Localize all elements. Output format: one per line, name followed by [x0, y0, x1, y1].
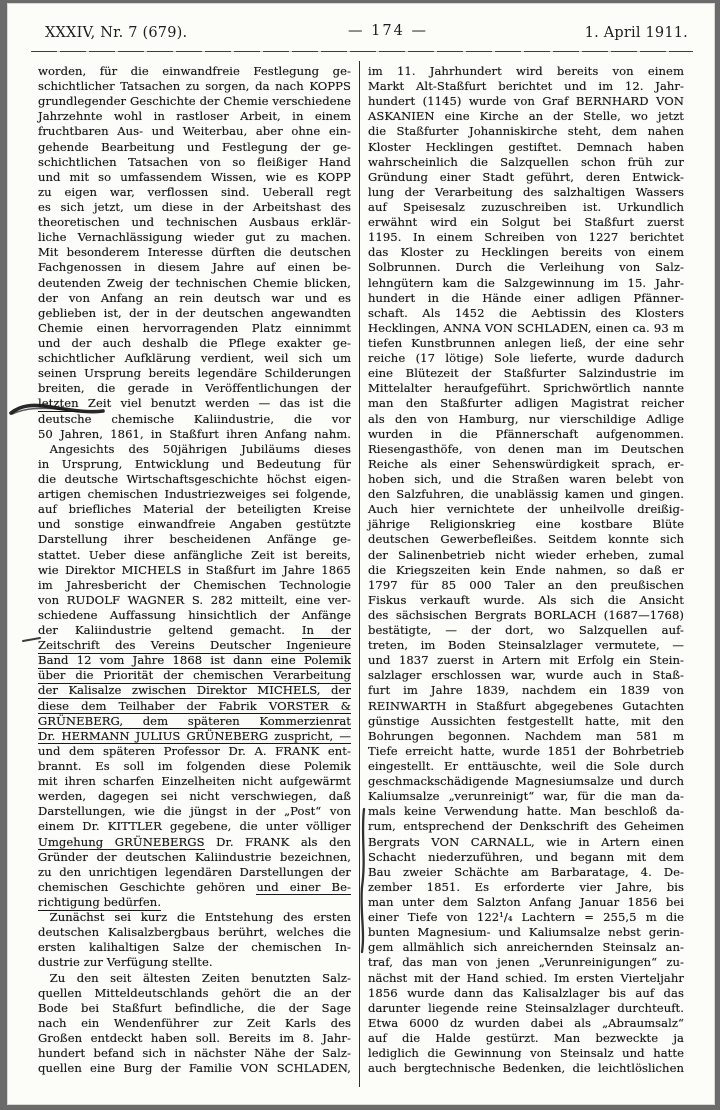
text-line: zu eigen war, verflossen sind. Ueberall regt — [38, 184, 351, 199]
text-line: Kaliumsalze „verunreinigt“ war, für die man da- — [368, 789, 684, 804]
text-line: günstige Aussichten festgestellt hatte, mit den — [368, 713, 684, 728]
text-line: die deutsche Wirtschaftsgeschichte höchst eigen- — [38, 471, 351, 486]
text-line: deutenden Zweig der technischen Chemie blicken, — [38, 275, 351, 290]
text-line: schichtlicher Aufklärung verdient, weil sich um — [38, 351, 351, 366]
text-line: hundert in die Hände einer adligen Pfänner- — [368, 290, 684, 305]
text-line: stattet. Ueber diese anfängliche Zeit ist bereits, — [38, 547, 351, 562]
text-line: Kloster Hecklingen gestiftet. Demnach haben — [368, 139, 684, 154]
header-date: 1. April 1911. — [584, 25, 688, 41]
text-line: deutsche chemische Kaliindustrie, die vor — [38, 411, 351, 426]
text-line: Fachgenossen in diesem Jahre auf einen be- — [38, 260, 351, 275]
text-line: ersten kalihaltigen Salze der chemischen In- — [38, 940, 351, 955]
text-line — [38, 653, 351, 668]
text-line: bestätigte, — der dort, wo Salzquellen auf- — [368, 623, 684, 638]
column-divider-rule — [359, 61, 360, 1087]
text-line — [38, 683, 351, 698]
text-line: hundert befand sich in nächster Nähe der Salz- — [38, 1046, 351, 1061]
pen-underline: diese dem Teilhaber der Fabrik VORSTER & — [38, 698, 351, 713]
text-line: dustrie zur Verfügung stellte. — [38, 955, 213, 970]
text-line: Etwa 6000 dz wurden dabei als „Abraumsalz“ — [368, 1015, 684, 1030]
text-line: nach ein Wendenführer zur Zeit Karls des — [38, 1015, 351, 1030]
text-line: Solbrunnen. Durch die Verleihung von Salz- — [368, 260, 684, 275]
pen-underline: GRÜNEBERG, dem späteren Kommerzienrat — [38, 713, 351, 728]
text-line: Tiefe erreicht hatte, wurde 1851 der Bohrbetrieb — [368, 743, 684, 758]
text-line: schichtlichen Tatsachen von so fleißiger Hand — [38, 154, 351, 169]
text-line: Markt Alt-Staßfurt berichtet und im 12. Jahr- — [368, 79, 684, 94]
text-line: lung der Verarbeitung des salzhaltigen Wassers — [368, 184, 684, 199]
text-line: Gründung einer Stadt geführt, deren Entwick- — [368, 169, 684, 184]
text-line — [38, 699, 351, 714]
text-line: seinen Ursprung bereits legendäre Schilderungen — [38, 366, 351, 381]
text-line: quellen Mitteldeutschlands gehört die an der — [38, 985, 351, 1000]
pen-underline: Zeitschrift des Vereins Deutscher Ingenieure — [38, 638, 351, 653]
pen-underline: richtigung bedürfen. — [38, 895, 162, 910]
text-line: und mit so umfassendem Wissen, wie es KOPP — [38, 169, 351, 184]
text-line: Riesengasthöfe, von denen man im Deutschen — [368, 441, 684, 456]
text-line: schiedene Auffassung hinsichtlich der Anfänge — [38, 607, 351, 622]
pen-underline: letzten — [38, 396, 79, 411]
text-line: wie Direktor MICHELS in Staßfurt im Jahre 1865 — [38, 562, 351, 577]
text-line: letzten Zeit viel benutzt werden — das ist die — [38, 396, 351, 411]
text-line: hundert (1145) wurde von Graf BERNHARD VON — [368, 94, 684, 109]
text-line: bunten Magnesium- und Kaliumsalze nebst gerin- — [368, 925, 684, 940]
text-line: Hecklingen, ANNA VON SCHLADEN, einen ca. 93 m — [368, 320, 684, 335]
text-line: schichtlicher Tatsachen zu sorgen, da nach KOPPS — [38, 79, 351, 94]
text-line: artigen chemischen Industriezweiges sei folgende, — [38, 487, 351, 502]
text-line: geschmackschädigende Magnesiumsalze und durch — [368, 774, 684, 789]
text-line: die Kriegszeiten kein Ende nahmen, so daß er — [368, 562, 684, 577]
text-line: erwähnt wird ein Solgut bei Staßfurt zuerst — [368, 215, 684, 230]
text-line: Umgehung GRÜNEBERGS Dr. FRANK als den — [38, 834, 351, 849]
text-line — [38, 714, 351, 729]
page-header — [38, 25, 688, 45]
text-line: in Ursprung, Entwicklung und Bedeutung für — [38, 456, 351, 471]
page-surface — [7, 3, 715, 1105]
text-line: den Salzfuhren, die unablässig kamen und gingen. — [368, 487, 684, 502]
text-column-right — [368, 64, 684, 1076]
text-line: zu den unrichtigen legendären Darstellungen der — [38, 864, 351, 879]
text-line: lehngütern kam die Salzgewinnung im 15. Jahr- — [368, 275, 684, 290]
text-line: Zu den seit ältesten Zeiten benutzten Salz- — [38, 970, 351, 985]
text-line: deutschen Kalisalzbergbaus berührt, welches die — [38, 925, 351, 940]
text-line: brannt. Es soll im folgenden diese Polemik — [38, 759, 351, 774]
text-line: lediglich die Gewinnung von Steinsalz und hatte — [368, 1046, 684, 1061]
text-line — [38, 638, 351, 653]
text-line: Großen entdeckt haben soll. Bereits im 8. Jahr- — [38, 1031, 351, 1045]
text-line: Angesichts des 50jährigen Jubiläums dieses — [38, 441, 351, 456]
text-line: theoretischen und technischen Ausbaus erklär- — [38, 215, 351, 230]
text-line: mit ihren scharfen Einzelheiten nicht aufgewärmt — [38, 774, 351, 789]
text-line: 1797 für 85 000 Taler an den preußischen — [368, 577, 684, 592]
text-line: Jahrzehnte wohl in rastloser Arbeit, in einem — [38, 109, 351, 124]
text-line: darunter liegende reine Steinsalzlager durchteuft. — [368, 1000, 684, 1015]
text-line: man den Staßfurter adligen Magistrat reicher — [368, 396, 684, 411]
text-line: chemischen Geschichte gehören und einer Be- — [38, 879, 351, 894]
pen-underline: und einer Be- — [256, 879, 351, 894]
text-line: liche Vernachlässigung wieder gut zu machen. — [38, 230, 351, 245]
text-line: schaft. Als 1452 die Aebtissin des Klosters — [368, 305, 684, 320]
text-line: reiche (17 lötige) Sole lieferte, wurde dadurch — [368, 351, 684, 366]
text-line: furt im Jahre 1839, nachdem ein 1839 von — [368, 683, 684, 698]
text-line: Zunächst sei kurz die Entstehung des ersten — [38, 910, 351, 925]
text-line: des sächsischen Bergrats BORLACH (1687—1768) — [368, 607, 684, 622]
pen-underline: Band 12 vom Jahre 1868 ist dann eine Polemik — [38, 653, 351, 668]
text-line: und 1837 zuerst in Artern mit Erfolg ein Stein- — [368, 653, 684, 668]
text-line: man unter dem Salzton Anfang Januar 1856 bei — [368, 895, 684, 910]
text-line: einem Dr. KITTLER gegebene, die unter völliger — [38, 819, 351, 834]
text-line: auch bergtechnische Bedenken, die leichtlöslichen — [368, 1061, 684, 1076]
text-line: eine Blütezeit der Staßfurter Salzindustrie im — [368, 366, 684, 381]
text-line: Mit besonderem Interesse dürften die deutschen — [38, 245, 351, 260]
text-line: Bode bei Staßfurt befindliche, die der Sage — [38, 1000, 351, 1015]
pen-underline: Dr. HERMANN JULIUS GRÜNEBERG zuspricht, — — [38, 728, 351, 743]
text-line: worden, für die einwandfreie Festlegung ge- — [38, 64, 351, 78]
text-column-left — [38, 64, 351, 1076]
text-line: nächst mit der Hand schied. Im ersten Vierteljahr — [368, 970, 684, 985]
text-line: eingestellt. Er enttäuschte, weil die Sole durch — [368, 759, 684, 774]
text-line: einer Tiefe von 122¹/₄ Lachtern = 255,5 m die — [368, 910, 684, 925]
text-line: im 11. Jahrhundert wird bereits von einem — [368, 64, 684, 78]
text-line: Fiskus verkauft wurde. Als sich die Ansicht — [368, 592, 684, 607]
text-line: salzlager erschlossen war, wurde auch in Staß- — [368, 668, 684, 683]
text-line: es sich jetzt, um diese in der Arbeitshast des — [38, 199, 351, 214]
text-line: Bohrungen begonnen. Nachdem man 581 m — [368, 728, 684, 743]
text-line: Bergrats VON CARNALL, wie in Artern einen — [368, 834, 684, 849]
text-line: werden, dagegen sei nicht verschwiegen, daß — [38, 789, 351, 804]
text-line: Reiche als einer Sehenswürdigkeit sprach, er- — [368, 456, 684, 471]
text-line — [38, 729, 351, 744]
text-line: deutschen Gewerbefleißes. Seitdem konnte sich — [368, 532, 684, 547]
header-rule — [31, 51, 693, 53]
text-line: gehende Bearbeitung und Festlegung der ge- — [38, 139, 351, 154]
text-line: quellen eine Burg der Familie VON SCHLADEN, — [38, 1061, 351, 1076]
text-line: ASKANIEN eine Kirche an der Stelle, wo jetzt — [368, 109, 684, 124]
text-line: REINWARTH in Staßfurt abgegebenes Gutachten — [368, 698, 684, 713]
text-line: gem allmählich sich anreichernden Steinsalz an- — [368, 940, 684, 955]
text-line: das Kloster zu Hecklingen bereits von einem — [368, 245, 684, 260]
text-line: Gründer der deutschen Kaliindustrie bezeichnen, — [38, 849, 351, 864]
pen-underline: über die Priorität der chemischen Verarbeitung — [38, 668, 351, 683]
text-line: Darstellungen, wie die jüngst in der „Post“ von — [38, 804, 351, 819]
text-line: der Salinenbetrieb nicht wieder erheben, zumal — [368, 547, 684, 562]
text-line: als den von Hamburg, nur vierschildige Adlige — [368, 411, 684, 426]
text-line — [38, 895, 351, 910]
text-line: Schacht niederzuführen, und begann mit dem — [368, 849, 684, 864]
text-line: treten, im Boden Steinsalzlager vermutete, — — [368, 638, 684, 653]
text-line: im Jahresbericht der Chemischen Technologie — [38, 577, 351, 592]
text-line: hoben sich, und die Straßen waren belebt von — [368, 471, 684, 486]
text-line: auf Speisesalz zuzuschreiben ist. Urkundlich — [368, 199, 684, 214]
text-line: Chemie einen hervorragenden Platz einnimmt — [38, 320, 351, 335]
text-line: die Staßfurter Johanniskirche steht, dem nahen — [368, 124, 684, 139]
text-line: tiefen Kunstbrunnen anlegen ließ, der eine sehr — [368, 335, 684, 350]
text-line: und der auch deshalb die Pflege exakter ge- — [38, 335, 351, 350]
text-line: zember 1851. Es erforderte vier Jahre, bis — [368, 879, 684, 894]
text-line: und sonstige einwandfreie Angaben gestützte — [38, 517, 351, 532]
text-line: geblieben ist, der in der deutschen angewandten — [38, 305, 351, 320]
pen-underline: der Kalisalze zwischen Direktor MICHELS, der — [38, 683, 351, 698]
text-line: wahrscheinlich die Salzquellen schon früh zur — [368, 154, 684, 169]
text-line: der Kaliindustrie geltend gemacht. In der — [38, 623, 351, 638]
text-line: Bau zweier Schächte am Barbaratage, 4. De- — [368, 864, 684, 879]
header-issue-number: XXXIV, Nr. 7 (679). — [45, 25, 188, 41]
pen-underline: In der — [301, 623, 351, 638]
text-line: von RUDOLF WAGNER S. 282 mitteilt, eine ver- — [38, 592, 351, 607]
text-line: rum, entsprechend der Denkschrift des Geheimen — [368, 819, 684, 834]
text-line: wurden in die Pfännerschaft aufgenommen. — [368, 426, 684, 441]
text-line: und dem späteren Professor Dr. A. FRANK ent- — [38, 743, 351, 758]
text-line: mals keine Verwendung hatte. Man beschloß da- — [368, 804, 684, 819]
text-line: auf die Halde gestürzt. Man bezweckte ja — [368, 1031, 684, 1045]
text-line: 1856 wurde dann das Kalisalzlager bis auf das — [368, 985, 684, 1000]
text-line: Auch hier vernichtete der unheilvolle dreißig- — [368, 502, 684, 517]
text-line: 50 Jahren, 1861, in Staßfurt ihren Anfang nahm. — [38, 426, 351, 441]
text-line: jährige Religionskrieg eine kostbare Blüte — [368, 517, 684, 532]
text-line: Darstellung ihrer bescheidenen Anfänge ge- — [38, 532, 351, 547]
text-line: breiten, die gerade in Veröffentlichungen der — [38, 381, 351, 396]
text-line: fruchtbaren Aus- und Weiterbau, aber ohne ein- — [38, 124, 351, 139]
header-page-number: — 174 — — [348, 23, 428, 39]
text-line: Mittelalter heraufgeführt. Sprichwörtlich nannte — [368, 381, 684, 396]
text-line: traf, das man von jenen „Verunreinigungen“ zu- — [368, 955, 684, 970]
text-line: 1195. In einem Schreiben von 1227 berichtet — [368, 230, 684, 245]
text-line: auf briefliches Material der beteiligten Kreise — [38, 502, 351, 517]
text-line: grundlegender Geschichte der Chemie verschiedene — [38, 94, 351, 109]
text-line — [38, 668, 351, 683]
text-line: der von Anfang an rein deutsch war und es — [38, 290, 351, 305]
pen-underline: Umgehung GRÜNEBERGS — [38, 834, 205, 849]
